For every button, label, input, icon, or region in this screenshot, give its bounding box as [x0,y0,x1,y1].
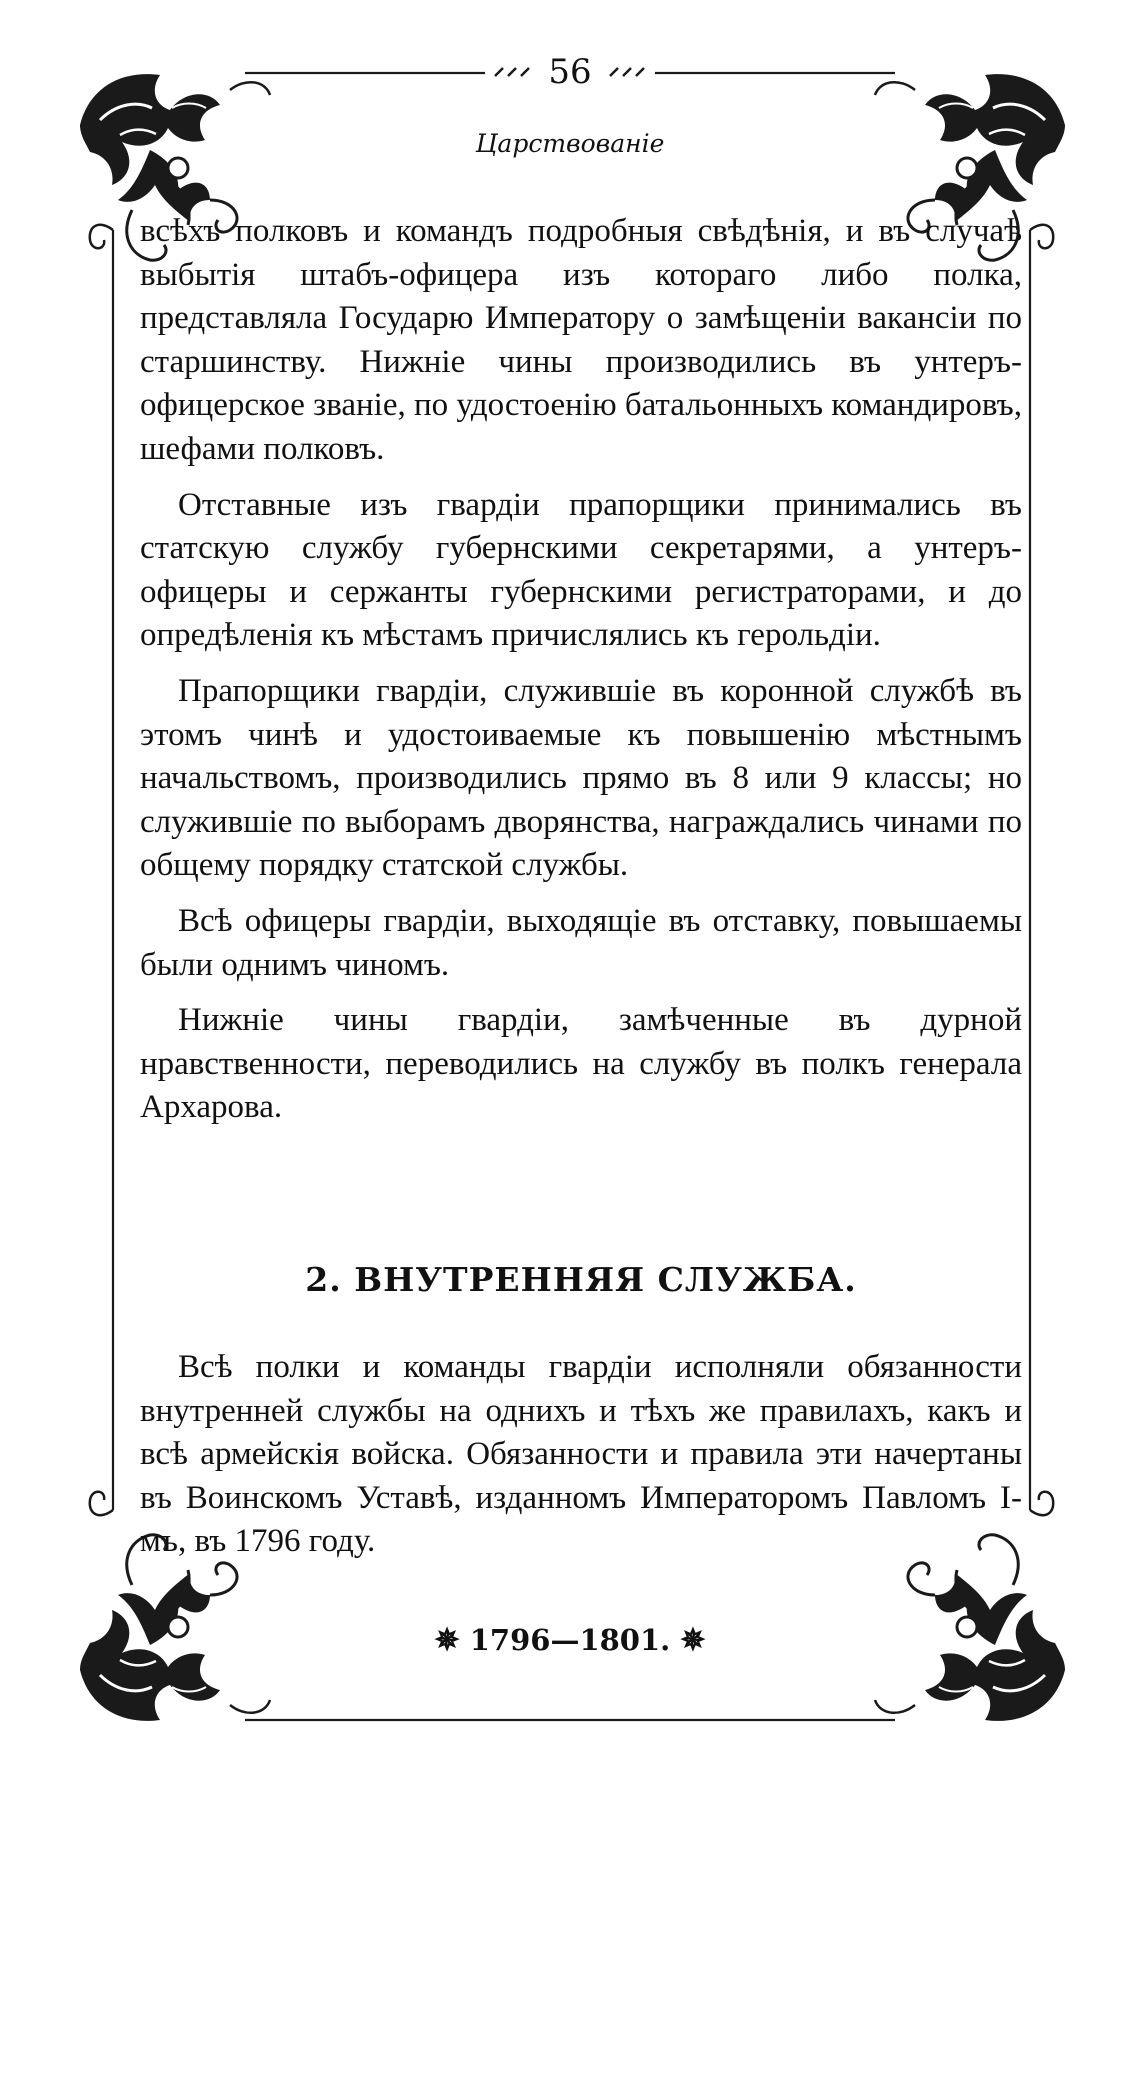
running-head: Царствованіе [475,129,665,158]
paragraph: всѣхъ полковъ и командъ подробныя свѣдѣнія, и въ случаѣ выбытія штабъ-офицера изъ котораго либо полка, представляла Государю Императору о замѣщеніи вакансіи по старшинству. Нижніе чины производились въ унтеръ-офицерское званіе, по удостоенію батальонныхъ командировъ, шефами полковъ. [140,213,1022,467]
section-heading: 2. ВНУТРЕННЯЯ СЛУЖБА. [305,1260,857,1299]
footer-dates [0,1622,1140,1659]
star-ornament-icon: ✵ [680,1623,706,1658]
paragraph: Всѣ офицеры гвардіи, выходящіе въ отставку, повышаемы были однимъ чиномъ. [140,902,1022,983]
paragraph: Прапорщики гвардіи, служившіе въ коронной службѣ въ этомъ чинѣ и удостоиваемые къ повышенію мѣстнымъ начальствомъ, производились прямо въ 8 или 9 классы; но служившіе по выборамъ дворянства, награждались чинами по общему порядку статской службы. [140,672,1022,884]
reign-dates: 1796—1801. [469,1623,671,1657]
section-1-body [140,210,1022,1142]
star-ornament-icon: ✵ [434,1623,460,1658]
paragraph: Нижніе чины гвардіи, замѣченные въ дурной нравственности, переводились на службу въ полкъ генерала Архарова. [140,1002,1022,1126]
page-number: 56 [548,52,592,92]
section-2-body [140,1346,1022,1576]
paragraph: Всѣ полки и команды гвардіи исполняли обязанности внутренней службы на однихъ и тѣхъ же правилахъ, какъ и всѣ армейскія войска. Обязанности и правила эти начертаны въ Воинскомъ Уставѣ, изданномъ Императоромъ Павломъ I-мъ, въ 1796 году. [140,1349,1022,1560]
paragraph: Отставные изъ гвардіи прапорщики принимались въ статскую службу губернскими секретарями, а унтеръ-офицеры и сержанты губернскими регистраторами, и до опредѣленія къ мѣстамъ причислялись къ герольдіи. [140,486,1022,654]
